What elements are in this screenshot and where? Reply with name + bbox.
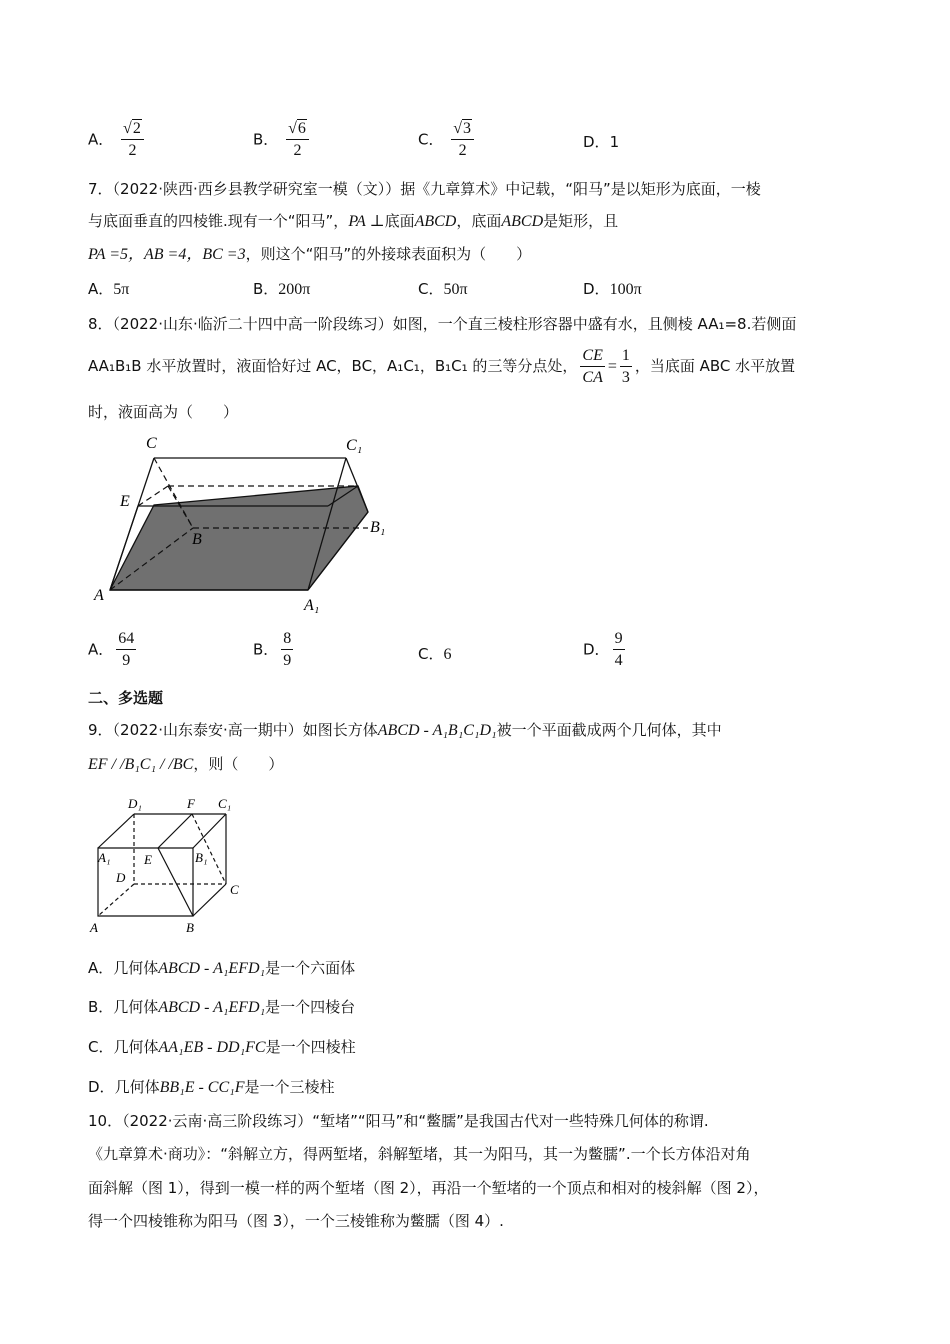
- q10-line3: 面斜解（图 1），得到一模一样的两个堑堵（图 2），再沿一个堑堵的一个顶点和相对的棱斜解（图 2），: [88, 1179, 769, 1197]
- q7-line2: 与底面垂直的四棱锥.现有一个“阳马”，PA ⊥底面ABCD，底面ABCD是矩形，且: [88, 212, 619, 230]
- q9-label-B: B: [186, 920, 194, 935]
- q9-label-F: F: [187, 796, 195, 811]
- q8-option-d[interactable]: D． $\frac{9}{4}$: [583, 630, 623, 669]
- q6-option-a[interactable]: A． $\frac{√2}{2}$: [88, 120, 147, 160]
- q8-line2: AA₁B₁B 水平放置时，液面恰好过 AC，BC，A₁C₁，B₁C₁ 的三等分点处， $\frac{CE}{CA}$ = $\frac{1}{3}$ ，当底面 ABC 水平放置: [88, 346, 796, 386]
- q9-option-c[interactable]: C．几何体AA₁EB - DD₁FC是一个四棱柱: [88, 1038, 356, 1056]
- q9-cuboid-figure: [88, 794, 258, 939]
- q6-option-b[interactable]: B． $\frac{√6}{2}$: [253, 120, 312, 160]
- q8-label-E: E: [120, 493, 130, 510]
- q9-label-C: C: [230, 882, 239, 897]
- q10-line1: 10．（2022·云南·高三阶段练习）“堑堵”“阳马”和“鳖臑”是我国古代对一些特殊几何体的称谓.: [88, 1112, 709, 1130]
- q9-label-A: A: [90, 920, 98, 935]
- section-heading-multi-choice: 二、多选题: [88, 689, 164, 707]
- q10-line2: 《九章算术·商功》：“斜解立方，得两堑堵，斜解堑堵，其一为阳马，其一为鳖臑”.一个长方体沿对角: [88, 1145, 751, 1163]
- q9-label-C1: C₁: [218, 796, 232, 811]
- q8-option-c[interactable]: C．6: [418, 645, 452, 663]
- q6-b-fraction: $\frac{√6}{2}$: [286, 120, 309, 160]
- q8-label-B1: B₁: [370, 519, 386, 536]
- q9-label-E: E: [144, 852, 152, 867]
- q8-label-C: C: [146, 435, 157, 452]
- q9-label-B1: B₁: [195, 850, 208, 865]
- q9-label-D: D: [116, 870, 126, 885]
- q7-option-d[interactable]: D．100π: [583, 280, 642, 298]
- q6-c-fraction: $\frac{√3}{2}$: [451, 120, 474, 160]
- q8-line3: 时，液面高为（ ）: [88, 403, 239, 421]
- q6-a-fraction: $\frac{√2}{2}$: [121, 120, 144, 160]
- q8-prism-figure: [88, 428, 398, 618]
- q9-label-A1: A₁: [98, 850, 111, 865]
- q9-option-b[interactable]: B．几何体ABCD - A₁EFD₁是一个四棱台: [88, 998, 356, 1016]
- q8-line1: 8．（2022·山东·临沂二十四中高一阶段练习）如图，一个直三棱柱形容器中盛有水，且侧棱 AA₁=8.若侧面: [88, 315, 797, 333]
- q9-option-d[interactable]: D．几何体BB₁E - CC₁F是一个三棱柱: [88, 1078, 335, 1096]
- q9-label-D1: D₁: [128, 796, 142, 811]
- q9-line1: 9．（2022·山东泰安·高一期中）如图长方体ABCD - A₁B₁C₁D₁被一个平面截成两个几何体，其中: [88, 721, 722, 739]
- q8-option-a[interactable]: A． $\frac{64}{9}$: [88, 630, 135, 669]
- q9-option-a[interactable]: A．几何体ABCD - A₁EFD₁是一个六面体: [88, 959, 356, 977]
- q6-option-c[interactable]: C． $\frac{√3}{2}$: [418, 120, 477, 160]
- q8-ratio-fraction: $\frac{CE}{CA}$: [582, 346, 603, 386]
- q8-water-region: [110, 486, 368, 590]
- q8-label-A: A: [94, 587, 104, 604]
- q9-line2: EF / /B₁C₁ / /BC，则（ ）: [88, 755, 284, 773]
- q7-option-a[interactable]: A．5π: [88, 280, 130, 298]
- q8-option-b[interactable]: B． $\frac{8}{9}$: [253, 630, 292, 669]
- q7-line1: 7．（2022·陕西·西乡县教学研究室一模（文））据《九章算术》中记载，“阳马”是以矩形为底面，一棱: [88, 180, 761, 198]
- q10-line4: 得一个四棱锥称为阳马（图 3），一个三棱锥称为鳖臑（图 4）.: [88, 1212, 504, 1230]
- q7-line3: PA =5，AB =4，BC =3，则这个“阳马”的外接球表面积为（ ）: [88, 245, 532, 263]
- q8-label-B: B: [192, 531, 202, 548]
- q6-option-d[interactable]: D．1: [583, 133, 620, 151]
- q8-label-A1: A₁: [304, 597, 320, 614]
- q7-option-b[interactable]: B．200π: [253, 280, 311, 298]
- q8-label-C1: C₁: [346, 437, 363, 454]
- q7-option-c[interactable]: C．50π: [418, 280, 468, 298]
